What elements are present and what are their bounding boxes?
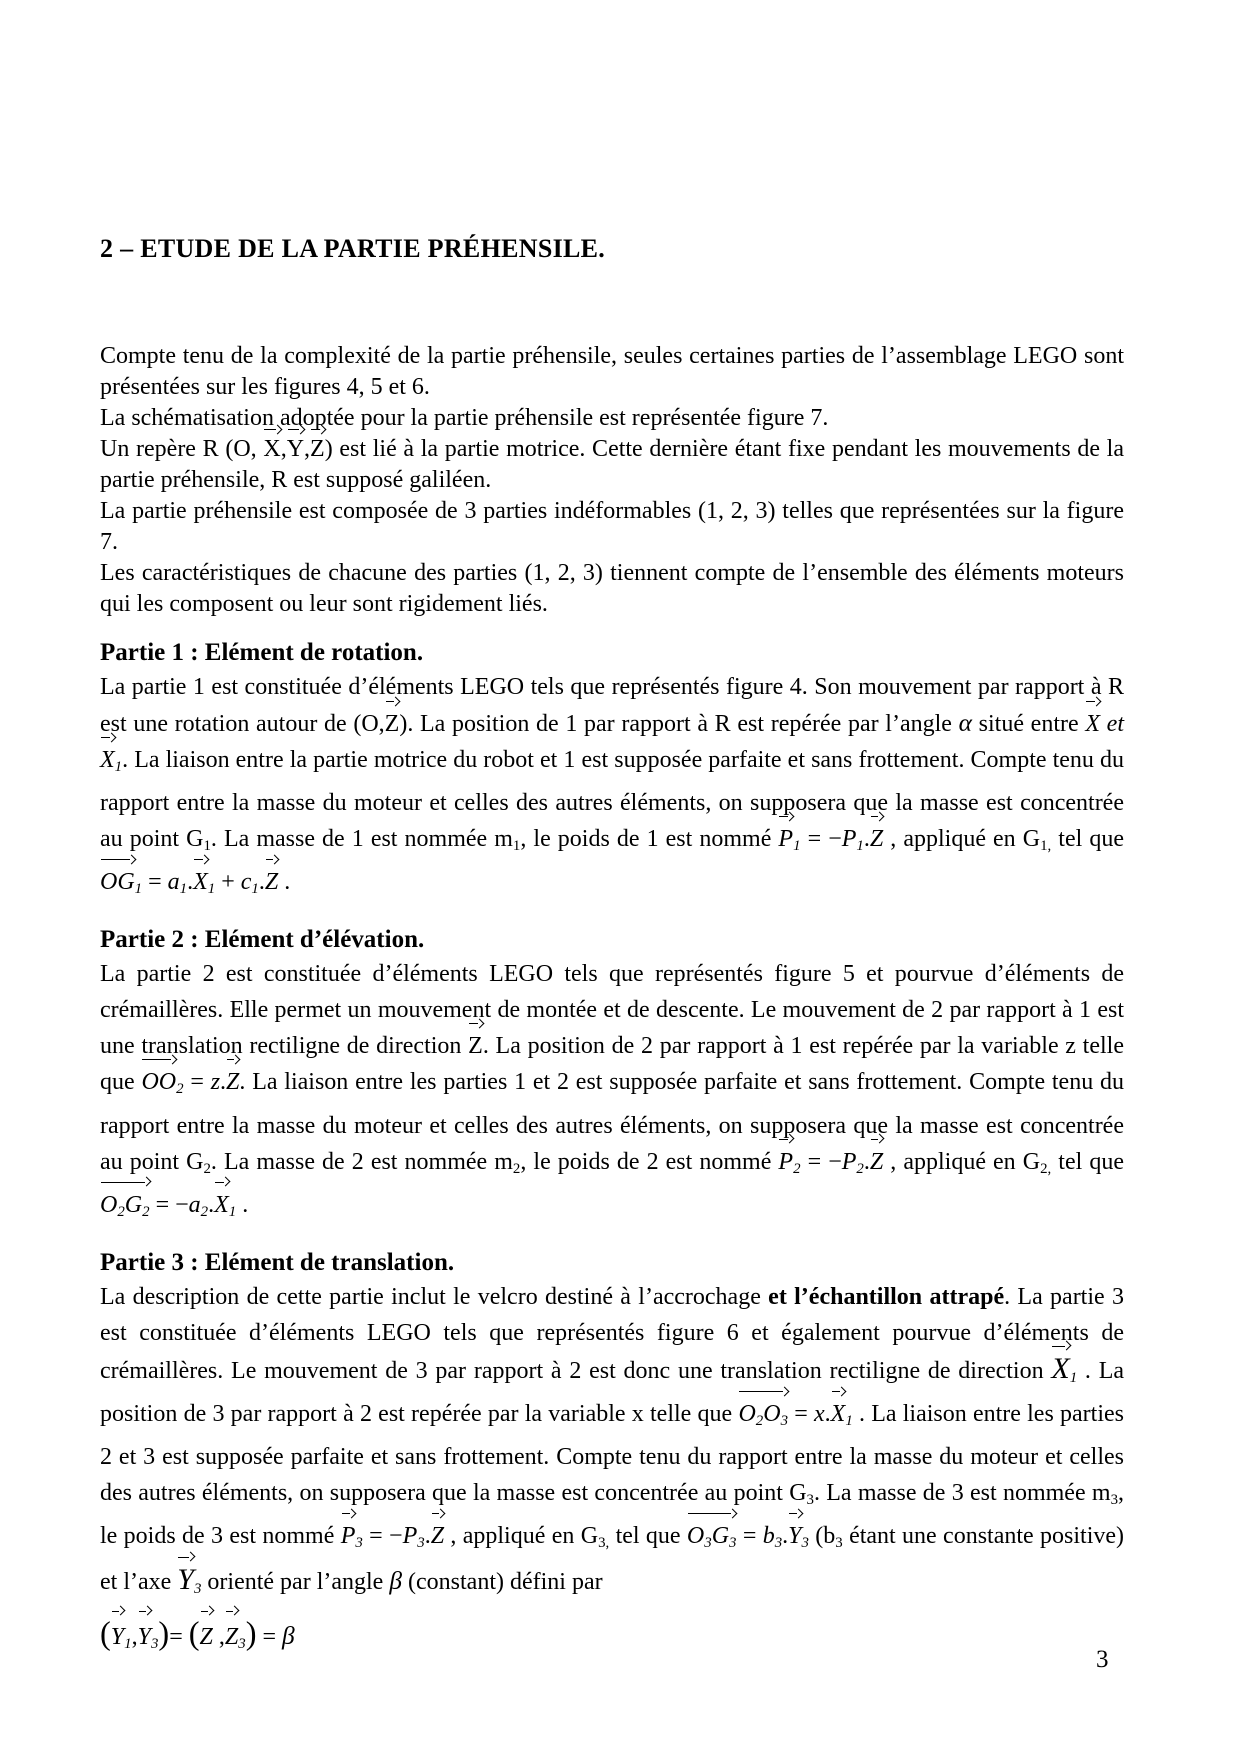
text-run: = <box>788 1401 814 1428</box>
vector-term: Y <box>138 1616 151 1658</box>
text-run: . <box>258 869 265 896</box>
vector-term: X <box>831 1396 846 1432</box>
text-run: c <box>240 869 252 896</box>
text-run: z <box>210 1069 221 1096</box>
vector-term: Y <box>111 1616 124 1658</box>
vector-term <box>738 1396 788 1439</box>
vector-term: P <box>778 1144 793 1180</box>
text-run: 2, <box>1040 1160 1052 1177</box>
text-run: . La liaison entre les parties 2 et 3 est supposée parfaite et sans frottement. Compte tenu du rapport entre la masse du moteur et celles des autres éléments, on supposera que la masse est concentrée au point G <box>100 1401 1125 1507</box>
text-run: et l’échantillon attrapé <box>768 1283 1005 1310</box>
text-run: . La masse de 1 est nommée m <box>210 826 513 853</box>
text-run: = − <box>149 1191 189 1218</box>
text-run: = − <box>362 1523 403 1550</box>
text-run: b <box>762 1523 775 1550</box>
vector-term: Z <box>385 706 400 742</box>
text-run: 3 <box>150 1635 159 1652</box>
text-run: tel que <box>1051 1148 1124 1175</box>
text-run: situé entre <box>971 711 1086 737</box>
text-run: 3 <box>417 1535 425 1552</box>
paragraph <box>100 341 1124 403</box>
text-run: 1 <box>134 881 143 898</box>
text-run: 1 <box>793 838 801 855</box>
text-run: 3 <box>238 1635 246 1652</box>
text-run: tel que <box>609 1523 687 1550</box>
document-title: 2 – ETUDE DE LA PARTIE PRÉHENSILE. <box>100 234 606 263</box>
text-run: 1 <box>856 838 864 855</box>
text-run: , appliqué en G <box>883 1148 1041 1175</box>
text-run: 2 <box>512 1160 521 1177</box>
text-run: = <box>169 1623 189 1650</box>
text-run: O <box>738 1401 756 1428</box>
text-run: 3 <box>774 1535 783 1552</box>
text-run: 1, <box>1040 838 1052 855</box>
paragraph <box>100 956 1124 1229</box>
text-run: 3 <box>780 1413 788 1430</box>
text-run: Partie 3 : Elément de translation. <box>100 1248 455 1276</box>
text-run: Partie 2 : Elément d’élévation. <box>100 926 425 954</box>
text-run: . <box>863 1148 870 1175</box>
text-run: O <box>686 1523 705 1550</box>
text-run: . <box>187 869 194 896</box>
text-run: , <box>212 1623 225 1650</box>
text-run: 3 <box>835 1535 843 1552</box>
text-run: ( <box>100 1615 111 1652</box>
vector-term: Y <box>287 434 304 465</box>
text-run: et <box>1100 711 1125 737</box>
text-run: x <box>813 1401 825 1428</box>
vector-term: Z <box>431 1518 444 1554</box>
text-run: 1 <box>124 1635 132 1652</box>
section-heading <box>100 1246 1124 1279</box>
text-run: La schématisation adoptée pour la partie préhensile est représentée figure 7. <box>100 405 829 431</box>
text-run: 2 <box>793 1160 801 1177</box>
text-run: 3 <box>704 1535 712 1552</box>
text-run: . <box>863 826 870 853</box>
text-run: . La masse de 3 est nommée m <box>813 1480 1111 1507</box>
text-run: 3 <box>801 1535 809 1552</box>
formula-line <box>100 1613 1124 1665</box>
text-run: 3 <box>193 1580 202 1597</box>
text-run: La partie 1 est constituée d’éléments LEGO tels que représentés figure 4. Son mouvement par rapport à R est une rotation autour de (O, <box>100 674 1124 737</box>
text-run: La partie préhensile est composée de 3 parties indéformables (1, 2, 3) telles que représentées sur la figure 7. <box>100 498 1124 555</box>
text-run: O <box>763 1401 781 1428</box>
text-run: ) <box>245 1615 257 1652</box>
text-run: a <box>188 1191 201 1218</box>
text-run: 1 <box>228 1203 237 1220</box>
vector-term: OO <box>141 1064 176 1100</box>
vector-term: X <box>1051 1351 1070 1385</box>
text-run: . <box>424 1523 431 1550</box>
paragraph <box>100 434 1124 496</box>
text-run: G <box>124 1191 143 1218</box>
text-run: 2 <box>176 1081 184 1098</box>
vector-term: X <box>263 434 280 465</box>
text-run: 3 <box>729 1535 737 1552</box>
text-run: 1 <box>203 838 211 855</box>
text-run: ( <box>188 1615 200 1652</box>
text-run: . <box>278 869 291 896</box>
text-run: orienté par l’angle <box>201 1568 390 1595</box>
vector-term: P <box>341 1518 356 1554</box>
vector-term: X <box>193 864 208 900</box>
text-run: . <box>782 1523 789 1550</box>
page-number: 3 <box>1096 1646 1109 1673</box>
vector-term: Z <box>310 434 325 465</box>
vector-term: X <box>100 742 115 778</box>
text-run: = <box>142 869 168 896</box>
vector-term: Z <box>200 1616 213 1658</box>
text-run: . <box>824 1401 831 1428</box>
text-run: β <box>282 1620 295 1650</box>
text-run: 2 <box>117 1203 125 1220</box>
text-run: = <box>183 1069 211 1096</box>
document-body <box>100 232 1124 1665</box>
paragraph <box>100 1279 1124 1607</box>
text-run: = − <box>800 826 842 853</box>
text-run: . La liaison entre la partie motrice du robot et 1 est supposée parfaite et sans frottement. Compte tenu du rapport entre la masse du moteur et celles des autres éléments, on supposera que la masse est concentrée au point G <box>100 747 1124 853</box>
text-run: . La position de 3 par rapport à 2 est repérée par la variable x telle que <box>100 1357 1125 1428</box>
text-run: + <box>215 869 241 896</box>
vector-term: Z <box>870 1144 883 1180</box>
text-run: . <box>236 1191 249 1218</box>
text-run: Un repère R (O, <box>100 436 264 462</box>
text-run: . La partie 3 est constituée d’éléments LEGO tels que représentés figure 6 et également pourvue d’éléments de crémaillères. Le mouvement de 3 par rapport à 2 est donc une translation rectiligne de direction <box>100 1283 1124 1384</box>
text-run: 1 <box>512 838 521 855</box>
text-run: O <box>100 1191 118 1218</box>
text-run: a <box>167 869 180 896</box>
vector-term: OG <box>100 864 135 900</box>
text-run: 2 <box>200 1203 209 1220</box>
text-run: 2 <box>142 1203 150 1220</box>
paragraph <box>100 496 1124 558</box>
text-run: 3 <box>1110 1492 1118 1509</box>
text-run: 1 <box>179 881 188 898</box>
text-run: 2 <box>203 1160 211 1177</box>
text-run: 3 <box>806 1492 814 1509</box>
text-run: β <box>389 1565 403 1595</box>
text-run: 1 <box>114 759 123 776</box>
text-run: , <box>280 436 287 462</box>
text-run: , le poids de 2 est nommé <box>520 1148 779 1175</box>
text-run: 1 <box>845 1413 853 1430</box>
text-run: , <box>131 1623 138 1650</box>
text-run: étant une constante positive) et l’axe <box>100 1523 1125 1595</box>
text-run: . La position de 2 par rapport à 1 est repérée par la variable z telle que <box>100 1033 1124 1096</box>
text-run: , le poids de 3 est nommé <box>100 1480 1124 1550</box>
vector-term: Z <box>870 821 883 857</box>
text-run: . La liaison entre les parties 1 et 2 est supposée parfaite et sans frottement. Compte tenu du rapport entre la masse du moteur et celles des autres éléments, on supposera que la masse est concentrée au point G <box>100 1069 1125 1175</box>
vector-term: P <box>778 821 793 857</box>
text-run: (b <box>808 1523 836 1550</box>
vector-term <box>687 1518 737 1561</box>
text-run: P <box>402 1523 418 1550</box>
paragraph <box>100 669 1124 907</box>
vector-term: Z <box>226 1064 239 1100</box>
text-run: . <box>208 1191 215 1218</box>
vector-term: Z <box>468 1028 483 1064</box>
text-run: Partie 1 : Elément de rotation. <box>100 639 424 666</box>
vector-term: X <box>214 1187 229 1223</box>
text-run: α <box>958 708 972 737</box>
text-run: ). La position de 1 par rapport à R est repérée par l’angle <box>399 711 959 737</box>
paragraph <box>100 403 1124 434</box>
vector-term: Z <box>225 1616 238 1658</box>
section-heading <box>100 636 1124 669</box>
text-run: P <box>841 826 857 853</box>
text-run: ) est lié à la partie motrice. Cette dernière étant fixe pendant les mouvements de la partie préhensile, R est supposé galiléen. <box>100 436 1125 493</box>
vector-term: Y <box>177 1562 194 1596</box>
text-run: P <box>841 1148 857 1175</box>
text-run: 2 <box>755 1413 764 1430</box>
text-run: (constant) défini par <box>402 1568 603 1595</box>
vector-term: Z <box>265 864 278 900</box>
text-run: , <box>304 436 311 462</box>
text-run: 2 <box>856 1160 864 1177</box>
text-run: ) <box>158 1615 170 1652</box>
text-run: = − <box>800 1148 842 1175</box>
text-run: , appliqué en G <box>444 1523 599 1550</box>
text-run: 1 <box>251 881 259 898</box>
text-run: 3, <box>598 1535 610 1552</box>
text-run: Compte tenu de la complexité de la partie préhensile, seules certaines parties de l’assemblage LEGO sont présentées sur les figures 4, 5 et 6. <box>100 343 1124 400</box>
text-run: = <box>256 1623 283 1650</box>
text-run: = <box>736 1523 763 1550</box>
text-run: , le poids de 1 est nommé <box>520 826 779 853</box>
text-run: , appliqué en G <box>883 826 1041 853</box>
text-run: tel que <box>1051 826 1124 853</box>
text-run: La partie 2 est constituée d’éléments LEGO tels que représentés figure 5 et pourvue d’éléments de crémaillères. Elle permet un mouvement de montée et de descente. Le mouvement de 2 par rapport à 1 est une translation rectiligne de direction <box>100 961 1124 1060</box>
vector-term: Y <box>788 1518 801 1554</box>
text-run: G <box>711 1523 730 1550</box>
text-run: Les caractéristiques de chacune des parties (1, 2, 3) tiennent compte de l’ensemble des éléments moteurs qui les composent ou leur sont rigidement liés. <box>100 560 1124 617</box>
text-run: . La masse de 2 est nommée m <box>210 1148 513 1175</box>
text-run: . <box>220 1069 227 1096</box>
vector-term: X <box>1085 706 1100 742</box>
text-run: 3 <box>355 1535 363 1552</box>
section-heading <box>100 923 1124 956</box>
text-run: 1 <box>1069 1370 1078 1387</box>
paragraph <box>100 558 1124 620</box>
vector-term <box>100 1187 150 1230</box>
text-run: 1 <box>207 881 216 898</box>
text-run: La description de cette partie inclut le velcro destiné à l’accrochage <box>100 1283 769 1310</box>
